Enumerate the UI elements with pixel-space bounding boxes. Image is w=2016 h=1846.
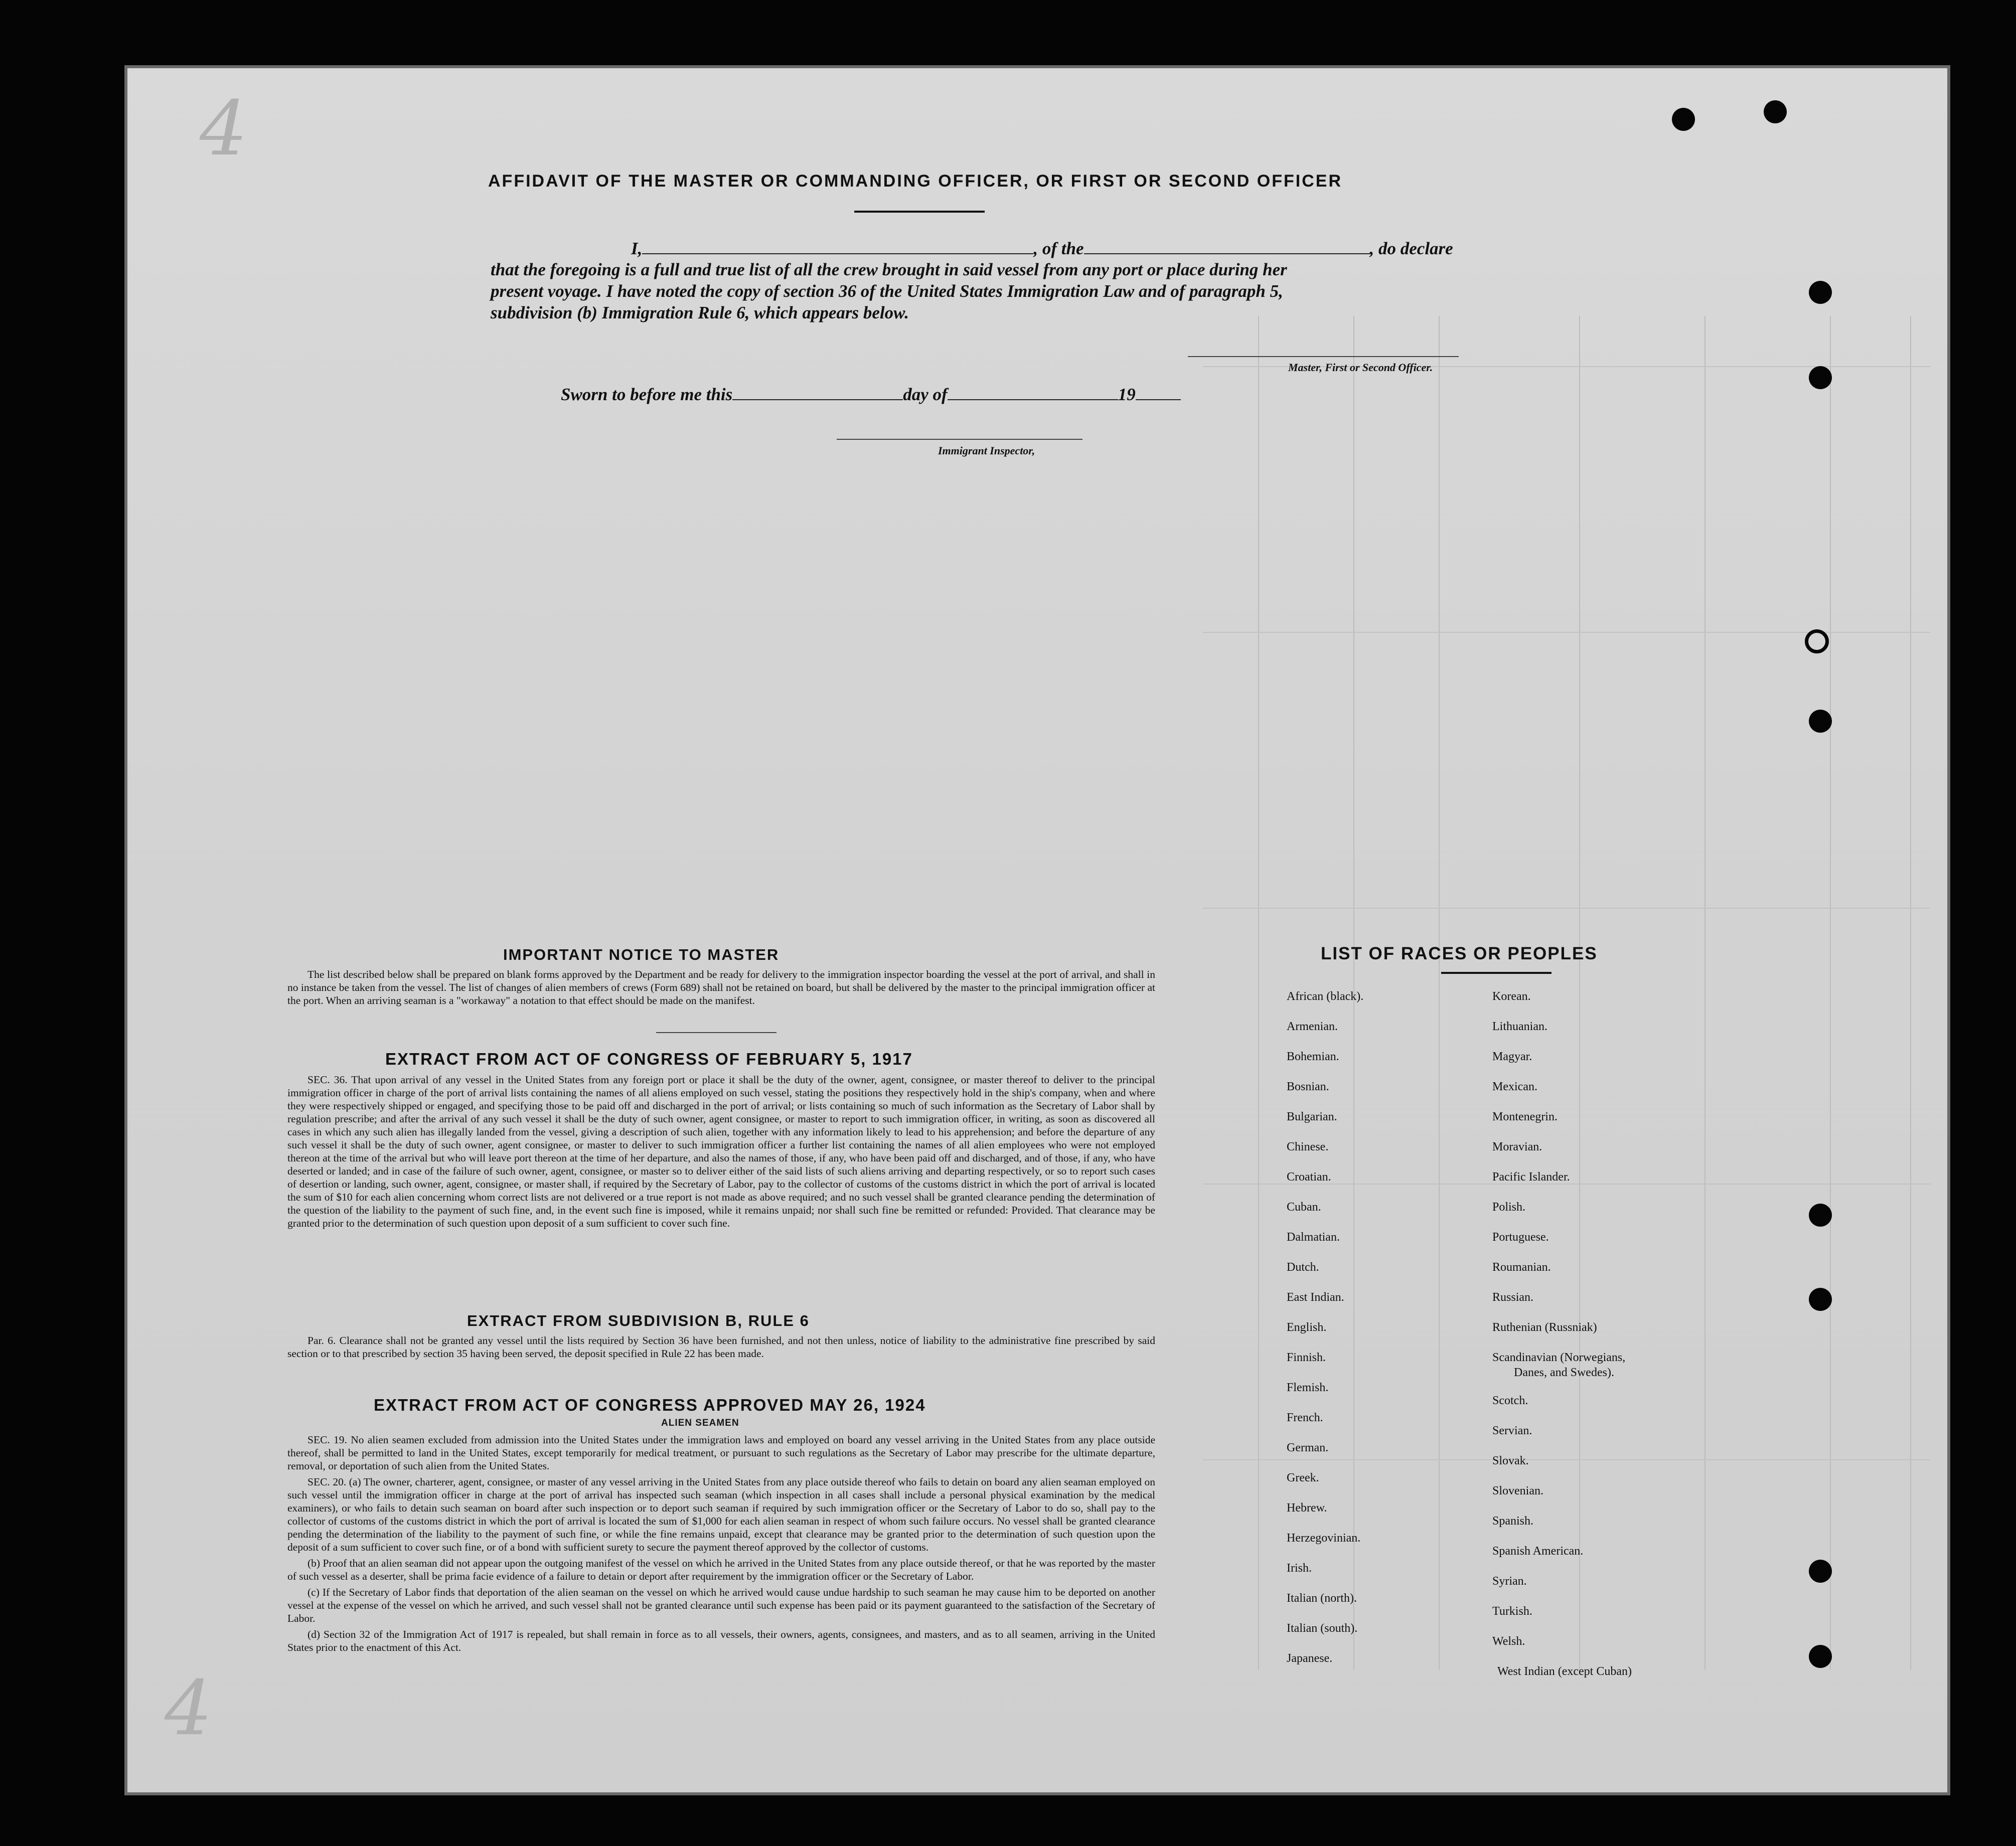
race-item-continued: Danes, and Swedes). [1514, 1366, 1614, 1379]
races-rule [1441, 972, 1552, 974]
race-item: Moravian. [1492, 1140, 1542, 1153]
race-item: Finnish. [1287, 1351, 1326, 1364]
race-item: Hebrew. [1287, 1501, 1327, 1515]
binder-hole-icon [1809, 1645, 1832, 1668]
document-sheet [124, 65, 1950, 1795]
race-item: Dalmatian. [1287, 1231, 1340, 1244]
race-item: Ruthenian (Russniak) [1492, 1321, 1597, 1334]
binder-hole-icon [1809, 710, 1832, 733]
binder-hole-icon [1809, 1288, 1832, 1311]
affidavit-title: AFFIDAVIT OF THE MASTER OR COMMANDING OFFICER, OR FIRST OR SECOND OFFICER [488, 172, 1342, 191]
race-item: Japanese. [1287, 1652, 1333, 1665]
sec-20-c: (c) If the Secretary of Labor finds that deportation of the alien seaman on the vessel on which he arrived would cause undue hardship to such seaman he may cause him to be deported on another vessel at the expense of the vessel on which he arrived, and such vessel shall not be granted clearance until such expense has been paid or its payment guaranteed to the satisfaction of the Secretary of Labor. [287, 1586, 1155, 1624]
race-item: Syrian. [1492, 1575, 1527, 1588]
affidavit-line-4: subdivision (b) Immigration Rule 6, which appears below. [491, 303, 909, 322]
affidavit-line-3: present voyage. I have noted the copy of section 36 of the United States Immigration Law and of paragraph 5, [491, 281, 1283, 301]
race-item: Dutch. [1287, 1261, 1319, 1274]
inspector-signature-line [837, 439, 1082, 440]
race-item: West Indian (except Cuban) [1497, 1665, 1632, 1678]
extract-1924-text [287, 1433, 1155, 1657]
race-item: Slovenian. [1492, 1484, 1543, 1497]
race-item: Bosnian. [1287, 1080, 1329, 1093]
race-item: Chinese. [1287, 1140, 1329, 1153]
sec-20-d: (d) Section 32 of the Immigration Act of 1917 is repealed, but shall remain in force as to all vessels, their owners, agents, consignees, and masters, and as to all seamen, arriving in the United States prior to the enactment of this Act. [287, 1628, 1155, 1653]
race-item: Cuban. [1287, 1201, 1321, 1214]
race-item: Pacific Islander. [1492, 1170, 1570, 1184]
race-item: Italian (north). [1287, 1592, 1357, 1605]
binder-hole-icon [1809, 366, 1832, 389]
sworn-line: Sworn to before me this day of 19 [561, 384, 1181, 405]
race-item: Flemish. [1287, 1381, 1329, 1394]
race-item: Herzegovinian. [1287, 1532, 1361, 1545]
race-item: Portuguese. [1492, 1231, 1549, 1244]
race-item: Bulgarian. [1287, 1110, 1337, 1123]
race-item: Lithuanian. [1492, 1020, 1547, 1033]
race-item: Russian. [1492, 1291, 1534, 1304]
race-item: German. [1287, 1441, 1329, 1454]
race-item: Spanish. [1492, 1515, 1534, 1528]
race-item: Roumanian. [1492, 1261, 1551, 1274]
binder-hole-icon [1672, 108, 1695, 131]
races-title: LIST OF RACES OR PEOPLES [1321, 944, 1598, 963]
race-item: Italian (south). [1287, 1622, 1358, 1635]
race-item: African (black). [1287, 990, 1364, 1003]
race-item: Greek. [1287, 1471, 1319, 1484]
race-item: Magyar. [1492, 1050, 1532, 1063]
race-item: Croatian. [1287, 1170, 1331, 1184]
race-item: Irish. [1287, 1562, 1312, 1575]
race-item: Spanish American. [1492, 1545, 1584, 1558]
race-item: Montenegrin. [1492, 1110, 1558, 1123]
affidavit-line-1: I, , of the , do declare [631, 239, 1453, 258]
binder-hole-icon [1764, 100, 1787, 123]
race-item: Slovak. [1492, 1454, 1529, 1467]
sec-19: SEC. 19. No alien seamen excluded from admission into the United States under the immigration laws and employed on board any vessel arriving in the United States from any place outside thereof, shall be permitted to land in the United States, except temporarily for medical treatment, or pursuant to such regulations as the Secretary of Labor may prescribe for the ultimate departure, removal, or deportation of such alien from the United States. [287, 1434, 1155, 1472]
sec-20-a: SEC. 20. (a) The owner, charterer, agent, consignee, or master of any vessel arriving in the United States from any place outside thereof who fails to detain on board any alien seaman employed on such vessel until the immigration officer in charge at the port of arrival has inspected such seaman (which inspection in all cases shall include a personal physical examination by the medical examiners), or who fails to detain such seaman on board after such inspection or to deport such seaman if required by such immigration officer or the Secretary of Labor to do so, shall pay to the collector of customs of the customs district in which the port of arrival is located the sum of $1,000 for each alien seaman in respect of whom such failure occurs. No vessel shall be granted clearance pending the determination of the liability to the payment of such fine, or while the fine remains unpaid, except that clearance may be granted prior to the determination of such question upon the deposit of a sum sufficient to cover such fine, or of a bond with sufficient surety to secure the payment thereof approved by the collector of customs. [287, 1476, 1155, 1553]
extract-1924-title: EXTRACT FROM ACT OF CONGRESS APPROVED MAY 26, 1924 [374, 1396, 926, 1414]
notice-rule [656, 1032, 777, 1033]
page-number-top: 4 [200, 85, 248, 173]
binder-hole-icon [1809, 1560, 1832, 1583]
race-item: Bohemian. [1287, 1050, 1339, 1063]
race-item: Armenian. [1287, 1020, 1338, 1033]
notice-title: IMPORTANT NOTICE TO MASTER [503, 946, 780, 963]
inspector-caption: Immigrant Inspector, [938, 444, 1035, 457]
master-signature-line [1188, 356, 1459, 357]
affidavit-line-2: that the foregoing is a full and true list of all the crew brought in said vessel from any port or place during her [491, 260, 1287, 279]
race-item: English. [1287, 1321, 1327, 1334]
extract-1917-text: SEC. 36. That upon arrival of any vessel in the United States from any foreign port or place it shall be the duty of the owner, agent, consignee, or master thereof to deliver to the principal immigration officer in charge of the port of arrival lists containing the names of all aliens employed on such vessel, stating the positions they respectively hold in the ship's company, when and where they were respectively shipped or engaged, and specifying those to be paid off and discharged in the port of arrival; or lists containing so much of such information as the Secretary of Labor shall by regulation prescribe; and after the arrival of any such vessel it shall be the duty of such owner, agent consignee, or master to report to such immigration officer, in writing, as soon as discovered all cases in which any such alien has illegally landed from the vessel, giving a description of such alien, together with any information likely to lead to his apprehension; and before the departure of any such vessel it shall be the duty of such owner, agent consignee, or master to deliver to such immigration officer a further list containing the names of all alien employees who were not employed thereon at the time of the arrival but who will leave port thereon at the time of her departure, and also the names of those, if any, who have been paid off and discharged, and of those, if any, who have deserted or landed; and in case of the failure of such owner, agent, consignee, or master so to deliver either of the said lists of such aliens arriving and departing respectively, or so to report such cases of desertion or landing, such owner, agent, consignee, or master shall, if required by the Secretary of Labor, pay to the collector of customs of the customs district in which the port of arrival is located the sum of $10 for each alien concerning whom correct lists are not delivered or a true report is not made as above required; and no such vessel shall be granted clearance pending the determination of the question of the liability to the payment of such fine, and, in the event such fine is imposed, while it remains unpaid; nor shall such fine be remitted or refunded: Provided. That clearance may be granted prior to the determination of such question upon deposit of a sum sufficient to cover such fine. [287, 1074, 1155, 1229]
subdivision-b-text: Par. 6. Clearance shall not be granted any vessel until the lists required by Section 36 have been furnished, and not then unless, notice of liability to the administrative fine prescribed by said section or to that prescribed by section 35 having been served, the deposit specified in Rule 22 has been made. [287, 1334, 1155, 1360]
race-item: Scandinavian (Norwegians, [1492, 1351, 1626, 1364]
race-item: East Indian. [1287, 1291, 1344, 1304]
race-item: Turkish. [1492, 1605, 1532, 1618]
race-item: Welsh. [1492, 1635, 1525, 1648]
race-item: Korean. [1492, 990, 1531, 1003]
extract-1917-title: EXTRACT FROM ACT OF CONGRESS OF FEBRUARY 5, 1917 [385, 1050, 913, 1068]
race-item: Servian. [1492, 1424, 1532, 1437]
binder-hole-icon [1809, 281, 1832, 304]
affidavit-rule [854, 211, 985, 213]
binder-ring-icon [1805, 629, 1829, 653]
extract-1924-subtitle: ALIEN SEAMEN [661, 1418, 739, 1428]
race-item: French. [1287, 1411, 1323, 1424]
race-item: Mexican. [1492, 1080, 1537, 1093]
binder-hole-icon [1809, 1204, 1832, 1227]
master-caption: Master, First or Second Officer. [1288, 361, 1433, 374]
notice-text: The list described below shall be prepared on blank forms approved by the Department and be ready for delivery to the immigration inspector boarding the vessel at the port of arrival, and shall in no instance be taken from the vessel. The list of changes of alien members of crews (Form 689) shall not be retained on board, but shall be delivered by the master to the principal immigration officer at the port. When an arriving seaman is a "workaway" a notation to that effect should be made on the manifest. [287, 968, 1155, 1006]
sec-20-b: (b) Proof that an alien seaman did not appear upon the outgoing manifest of the vessel on which he arrived in the United States from any place outside thereof, or that he was reported by the master of such vessel as a deserter, shall be prima facie evidence of a failure to detain or deport after requirement by the immigration officer or the Secretary of Labor. [287, 1557, 1155, 1582]
race-item: Scotch. [1492, 1394, 1528, 1407]
subdivision-b-title: EXTRACT FROM SUBDIVISION B, RULE 6 [467, 1312, 810, 1329]
race-item: Polish. [1492, 1201, 1526, 1214]
page-number-bottom: 4 [165, 1665, 213, 1752]
